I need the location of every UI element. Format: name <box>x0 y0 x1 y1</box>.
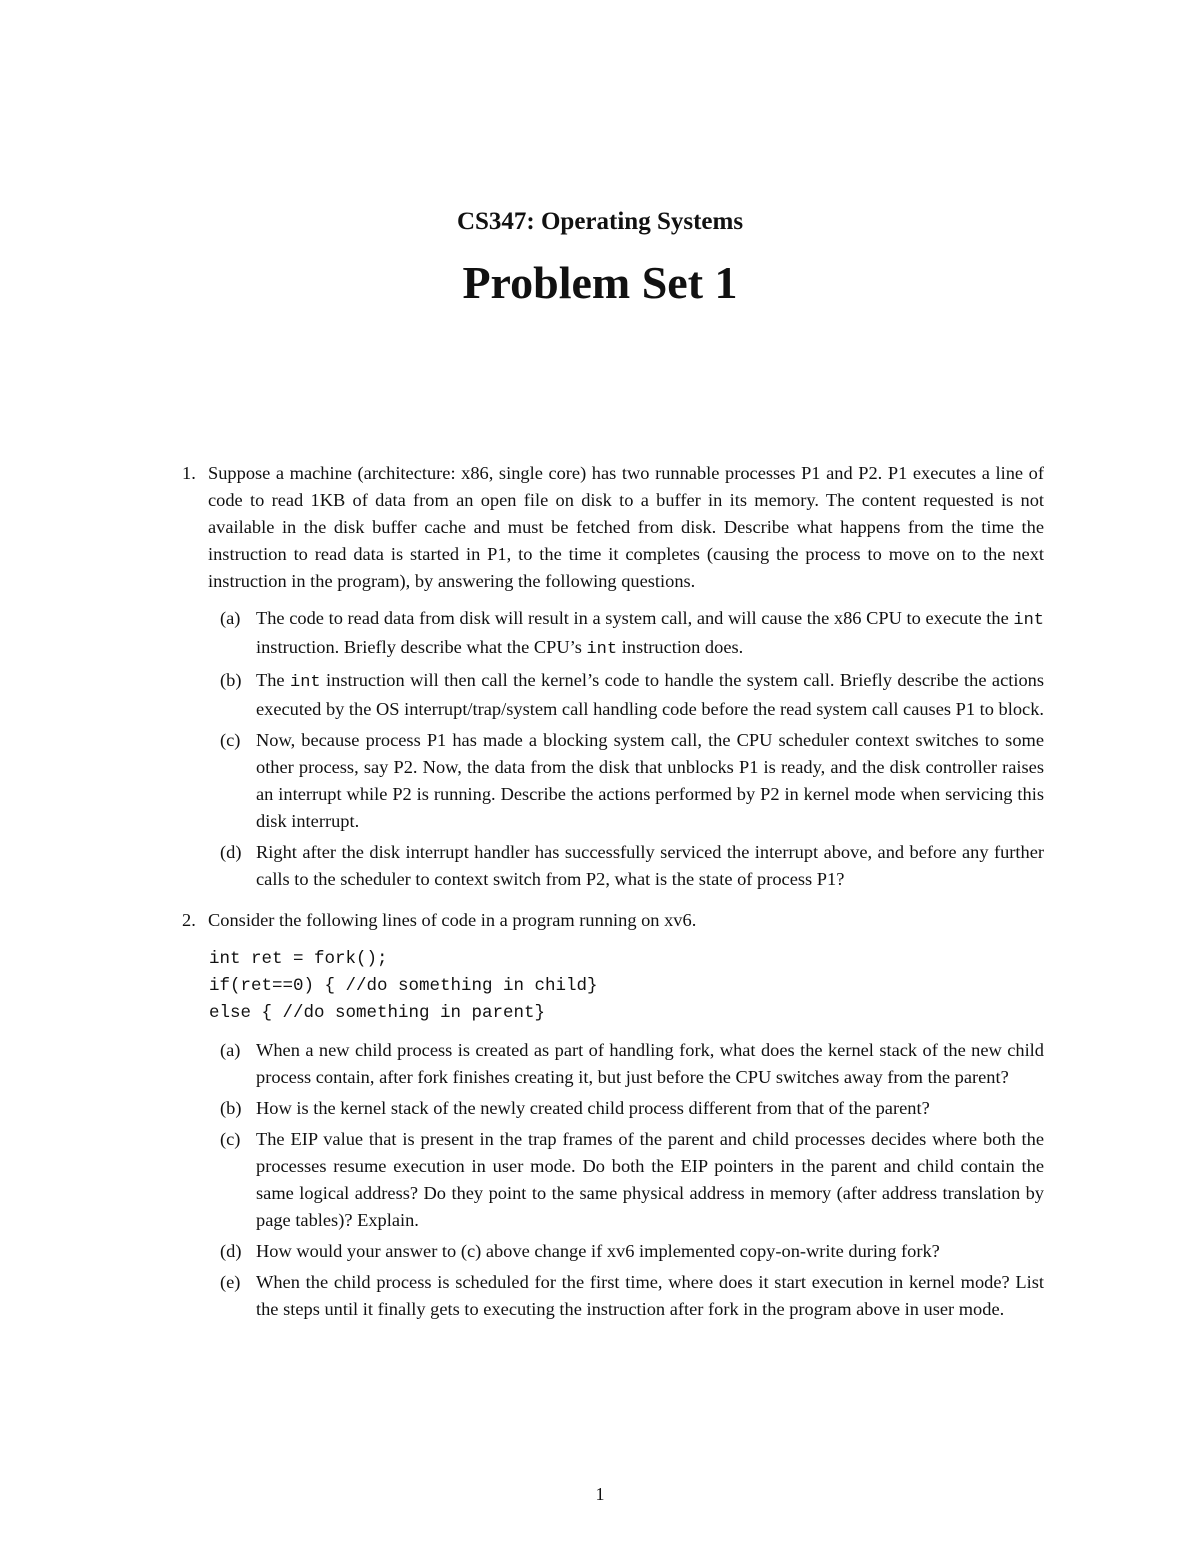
subquestion-list <box>0 605 1200 893</box>
problem-set-title: Problem Set 1 <box>462 257 738 308</box>
course-title: CS347: Operating Systems <box>456 208 744 235</box>
problem-2 <box>0 907 1200 1323</box>
text-segment: instruction. Briefly describe what the CPU’s <box>256 637 587 657</box>
subquestion-text: Right after the disk interrupt handler has successfully serviced the interrupt above, and before any further calls to the scheduler to context switch from P2, what is the state of process P1? <box>256 842 1044 889</box>
problem-text: Consider the following lines of code in a program running on xv6. <box>208 910 697 930</box>
code-keyword: int <box>290 673 321 692</box>
subquestion-label: (a) <box>220 608 241 628</box>
page-number: 1 <box>595 1484 605 1504</box>
code-listing <box>209 946 1200 1027</box>
subquestion-1c <box>0 727 1200 835</box>
subquestion-list <box>0 1037 1200 1323</box>
problem-1 <box>0 460 1200 893</box>
subquestion-1a <box>0 605 1200 663</box>
code-keyword: int <box>1013 611 1044 630</box>
subquestion-text: How is the kernel stack of the newly created child process different from that of the parent? <box>256 1098 930 1118</box>
subquestion-label: (b) <box>220 670 242 690</box>
code-line: if(ret==0) { //do something in child} <box>209 976 598 996</box>
subquestion-1d <box>0 839 1200 893</box>
subquestion-label: (d) <box>220 1241 242 1261</box>
text-segment: instruction does. <box>617 637 744 657</box>
subquestion-text: The EIP value that is present in the trap frames of the parent and child processes decides where both the processes resume execution in user mode. Do both the EIP pointers in the parent and child contain the same logical address? Do they point to the same physical address in memory (after address translation by page tables)? Explain. <box>256 1129 1044 1230</box>
subquestion-text: When a new child process is created as part of handling fork, what does the kernel stack of the new child process contain, after fork finishes creating it, but just before the CPU switches away from the parent? <box>256 1040 1044 1087</box>
text-segment: instruction will then call the kernel’s code to handle the system call. Briefly describe the actions executed by the OS interrupt/trap/system call handling code before the read system call causes P1 to block. <box>256 670 1045 719</box>
subquestion-text: How would your answer to (c) above change if xv6 implemented copy-on-write during fork? <box>256 1241 940 1261</box>
subquestion-text <box>256 605 1044 663</box>
subquestion-2d <box>0 1238 1200 1265</box>
subquestion-2a <box>0 1037 1200 1091</box>
subquestion-2c <box>0 1126 1200 1234</box>
subquestion-1b <box>0 667 1200 723</box>
code-line: int ret = fork(); <box>209 949 388 969</box>
subquestion-label: (b) <box>220 1098 242 1118</box>
subquestion-label: (c) <box>220 1129 241 1149</box>
subquestion-label: (d) <box>220 842 242 862</box>
text-segment: The code to read data from disk will result in a system call, and will cause the x86 CPU to execute the <box>256 608 1014 628</box>
subquestion-2b <box>0 1095 1200 1122</box>
code-keyword: int <box>586 640 618 659</box>
text-segment: The <box>256 670 291 690</box>
subquestion-text <box>256 667 1044 723</box>
subquestion-2e <box>0 1269 1200 1323</box>
problem-list <box>0 460 1200 1327</box>
subquestion-label: (a) <box>220 1040 241 1060</box>
subquestion-label: (e) <box>220 1272 241 1292</box>
subquestion-text: Now, because process P1 has made a blocking system call, the CPU scheduler context switches to some other process, say P2. Now, the data from the disk that unblocks P1 is ready, and the disk controller raises an interrupt while P2 is running. Describe the actions performed by P2 in kernel mode when servicing this disk interrupt. <box>256 730 1044 831</box>
subquestion-label: (c) <box>220 730 241 750</box>
problem-number: 1. <box>182 463 196 483</box>
problem-number: 2. <box>182 910 196 930</box>
subquestion-text: When the child process is scheduled for the first time, where does it start execution in kernel mode? List the steps until it finally gets to executing the instruction after fork in the program above in user mode. <box>256 1272 1044 1319</box>
problem-text: Suppose a machine (architecture: x86, single core) has two runnable processes P1 and P2. P1 executes a line of code to read 1KB of data from an open file on disk to a buffer in its memory. The content requested is not available in the disk buffer cache and must be fetched from disk. Describe what happens from the time the instruction to read data is started in P1, to the time it completes (causing the process to move on to the next instruction in the program), by answering the following questions. <box>208 463 1044 591</box>
code-line: else { //do something in parent} <box>209 1003 546 1023</box>
